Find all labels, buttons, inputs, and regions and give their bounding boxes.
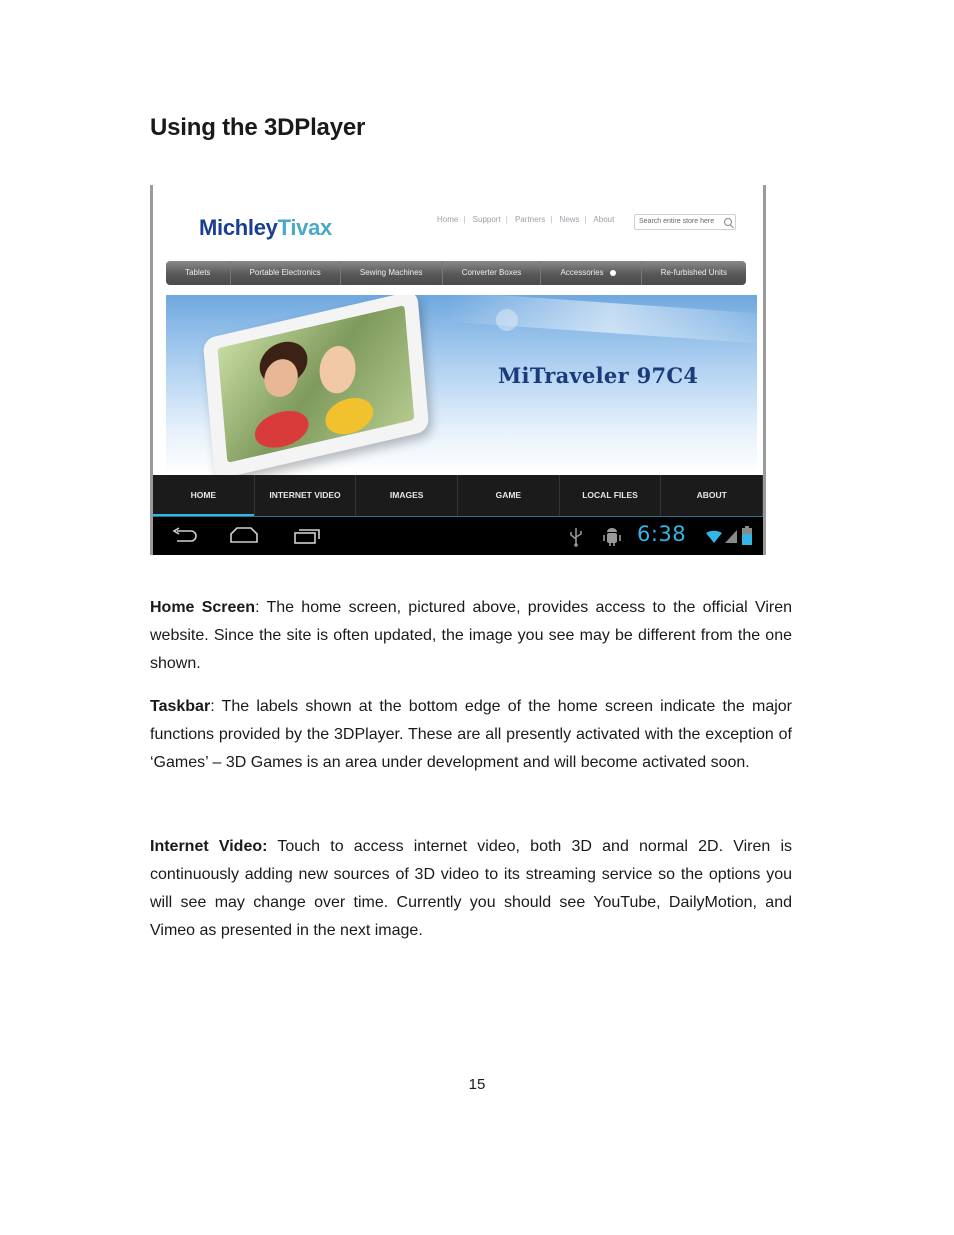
home-screen-paragraph <box>150 594 792 678</box>
taskbar-paragraph <box>150 693 792 777</box>
taskbar-label: Taskbar <box>150 698 211 715</box>
tab-internet-video[interactable]: INTERNET VIDEO <box>255 475 357 517</box>
top-link-support[interactable]: Support <box>472 215 501 224</box>
android-debug-icon <box>603 527 621 547</box>
page-number: 15 <box>468 1076 486 1093</box>
tab-home[interactable]: HOME <box>153 475 255 517</box>
usb-icon <box>569 527 583 547</box>
recent-apps-icon[interactable] <box>293 527 321 545</box>
home-screen-screenshot <box>150 185 766 555</box>
top-link-partners[interactable]: Partners <box>515 215 546 224</box>
battery-icon <box>742 526 752 545</box>
page-title: Using the 3DPlayer <box>150 114 366 141</box>
site-search-input[interactable]: Search entire store here <box>634 214 736 230</box>
home-screen-text: : The home screen, pictured above, provides access to the official Viren website. Since the site is often updated, the image you see may be different from the one shown. <box>150 599 793 672</box>
nav-item-portable-electronics[interactable]: Portable Electronics <box>231 261 341 285</box>
android-system-bar <box>153 517 763 555</box>
back-icon[interactable] <box>171 527 199 545</box>
home-icon[interactable] <box>229 526 259 544</box>
taskbar-text: : The labels shown at the bottom edge of the home screen indicate the major functions provided by the 3DPlayer. These are all presently activated with the exception of ‘Games’ – 3D Games is an area under development and will become activated soon. <box>150 698 792 771</box>
site-top-links: Home | Support | Partners | News | About <box>437 215 615 224</box>
hero-bubble <box>496 309 518 331</box>
tab-about[interactable]: ABOUT <box>661 475 763 517</box>
nav-item-tablets[interactable]: Tablets <box>166 261 231 285</box>
signal-icon <box>724 528 738 544</box>
tab-images[interactable]: IMAGES <box>356 475 458 517</box>
tablet-product-image <box>203 295 430 475</box>
top-link-news[interactable]: News <box>559 215 580 224</box>
top-link-about[interactable]: About <box>593 215 615 224</box>
top-link-home[interactable]: Home <box>437 215 459 224</box>
internet-video-label: Internet Video: <box>150 838 268 855</box>
tablet-screen-photo <box>217 305 414 463</box>
wifi-icon <box>705 528 723 544</box>
internet-video-paragraph <box>150 833 792 945</box>
search-icon[interactable] <box>724 218 732 226</box>
nav-item-sewing-machines[interactable]: Sewing Machines <box>341 261 443 285</box>
nav-bullet-icon <box>610 270 616 276</box>
home-screen-label: Home Screen <box>150 599 256 616</box>
site-logo[interactable]: MichleyTivax <box>199 215 332 240</box>
hero-title: MiTraveler 97C4 <box>498 363 699 388</box>
nav-item-refurbished-units[interactable]: Re-furbished Units <box>660 268 727 277</box>
internet-video-text: Touch to access internet video, both 3D and normal 2D. Viren is continuously adding new sources of 3D video to its streaming service so the options you will see may change over time. Currently you should see YouTube, DailyMotion, and Vimeo as presented in the next image. <box>150 838 793 939</box>
status-clock: 6:38 <box>637 522 687 546</box>
tab-game[interactable]: GAME <box>458 475 560 517</box>
app-taskbar <box>153 475 763 517</box>
hero-banner[interactable] <box>166 295 757 475</box>
nav-item-converter-boxes[interactable]: Converter Boxes <box>443 261 542 285</box>
hero-light-streak <box>445 295 757 344</box>
tab-local-files[interactable]: LOCAL FILES <box>560 475 662 517</box>
nav-item-accessories[interactable]: Accessories <box>541 261 641 285</box>
site-nav-bar <box>166 261 746 285</box>
